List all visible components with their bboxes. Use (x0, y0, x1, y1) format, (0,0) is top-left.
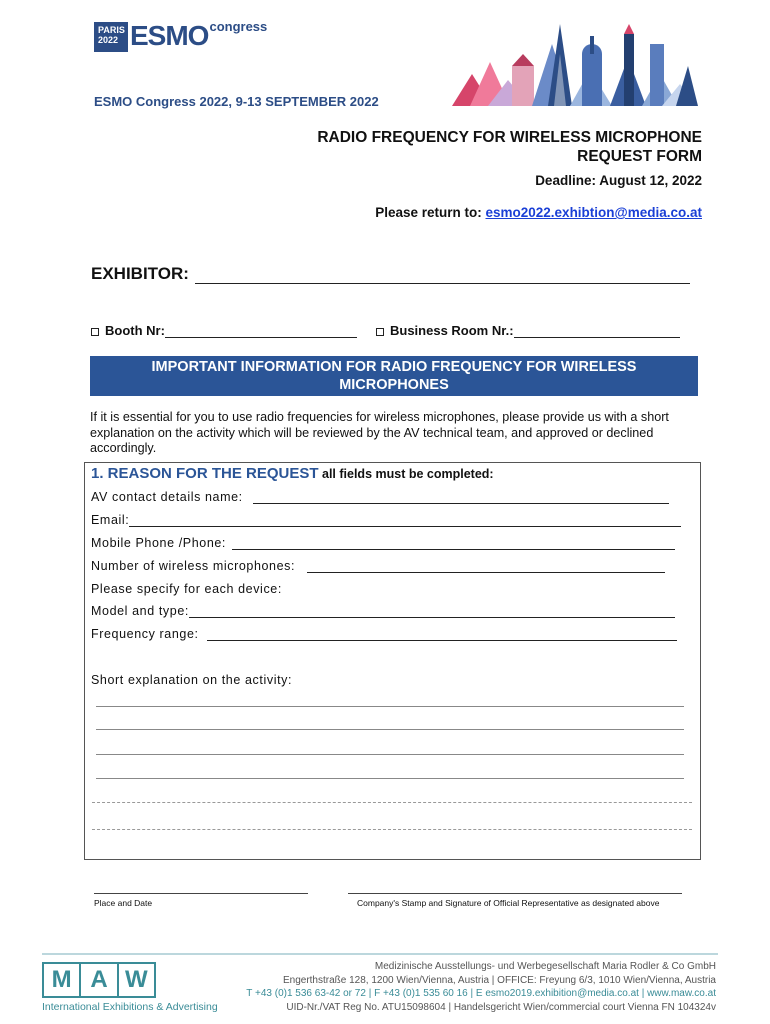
logo-esmo-text: ESMO (130, 20, 209, 51)
specify-label: Please specify for each device: (91, 582, 282, 596)
intro-paragraph: If it is essential for you to use radio frequencies for wireless microphones, please provide us with a short explanation on the activity which will be reviewed by the AV technical team, and approved or declined accordingly. (90, 410, 669, 455)
stamp-signature-label: Company's Stamp and Signature of Official Representative as designated above (357, 898, 660, 908)
exhibitor-label: EXHIBITOR: (91, 264, 189, 283)
place-date-line[interactable] (94, 893, 308, 894)
explanation-line[interactable] (96, 729, 684, 730)
av-contact-input-line[interactable] (253, 492, 669, 504)
explanation-line[interactable] (96, 754, 684, 755)
footer-contact: T +43 (0)1 536 63-42 or 72 | F +43 (0)1 535 60 16 | E esmo2019.exhibition@media.co.at | www.maw.co.at (246, 988, 716, 999)
logo-city-badge: PARIS 2022 (94, 22, 128, 52)
explanation-line[interactable] (96, 778, 684, 779)
esmo-congress-logo (94, 19, 268, 54)
model-input-line[interactable] (189, 606, 675, 618)
exhibitor-field (91, 264, 690, 284)
phone-input-line[interactable] (232, 538, 675, 550)
logo-congress-text: congress (209, 19, 268, 34)
av-contact-field: AV contact details name: (91, 490, 669, 504)
email-input-line[interactable] (129, 515, 681, 527)
maw-logo: M A W (42, 962, 154, 998)
footer-divider (42, 953, 718, 955)
business-room-input-line[interactable] (514, 326, 680, 338)
phone-field: Mobile Phone /Phone: (91, 536, 675, 550)
frequency-input-line[interactable] (207, 629, 677, 641)
explanation-label: Short explanation on the activity: (91, 673, 293, 687)
explanation-line[interactable] (92, 802, 692, 803)
place-date-label: Place and Date (94, 898, 153, 908)
stamp-signature-line[interactable] (348, 893, 682, 894)
business-room-checkbox[interactable] (376, 328, 384, 336)
frequency-field: Frequency range: (91, 627, 677, 641)
explanation-line[interactable] (92, 829, 692, 830)
microphone-count-field: Number of wireless microphones: (91, 559, 665, 573)
microphone-count-input-line[interactable] (307, 561, 665, 573)
model-field: Model and type: (91, 604, 675, 618)
email-field: Email: (91, 513, 681, 527)
important-info-banner: IMPORTANT INFORMATION FOR RADIO FREQUENCY FOR WIRELESS MICROPHONES (90, 356, 698, 396)
form-title: RADIO FREQUENCY FOR WIRELESS MICROPHONE REQUEST FORM (317, 129, 702, 165)
footer-company-info (196, 960, 716, 1014)
business-room-label: Business Room Nr.: (390, 323, 514, 338)
footer-uid: UID-Nr./VAT Reg No. ATU15098604 | Handelsgericht Wien/commercial court Vienna FN 104324v (286, 1001, 716, 1013)
return-instruction: Please return to: esmo2022.exhibtion@media.co.at (375, 205, 702, 220)
maw-tagline: International Exhibitions & Advertising (42, 1001, 218, 1013)
paris-skyline-illustration (452, 14, 698, 106)
footer-address: Engerthstraße 128, 1200 Wien/Vienna, Austria | OFFICE: Freyung 6/3, 1010 Wien/Vienna, Austria (282, 974, 716, 986)
return-email-link[interactable]: esmo2022.exhibtion@media.co.at (485, 205, 702, 220)
footer-company: Medizinische Ausstellungs- und Werbegesellschaft Maria Rodler & Co GmbH (374, 961, 716, 972)
exhibitor-input-line[interactable] (195, 266, 690, 284)
booth-checkbox[interactable] (91, 328, 99, 336)
booth-input-line[interactable] (165, 326, 357, 338)
booth-field (91, 323, 357, 338)
business-room-field (376, 323, 680, 338)
explanation-line[interactable] (96, 706, 684, 707)
section-heading: 1. REASON FOR THE REQUEST all fields must be completed: (91, 465, 494, 482)
congress-dates: ESMO Congress 2022, 9-13 SEPTEMBER 2022 (94, 94, 379, 109)
deadline-text: Deadline: August 12, 2022 (535, 173, 702, 188)
booth-label: Booth Nr: (105, 323, 165, 338)
